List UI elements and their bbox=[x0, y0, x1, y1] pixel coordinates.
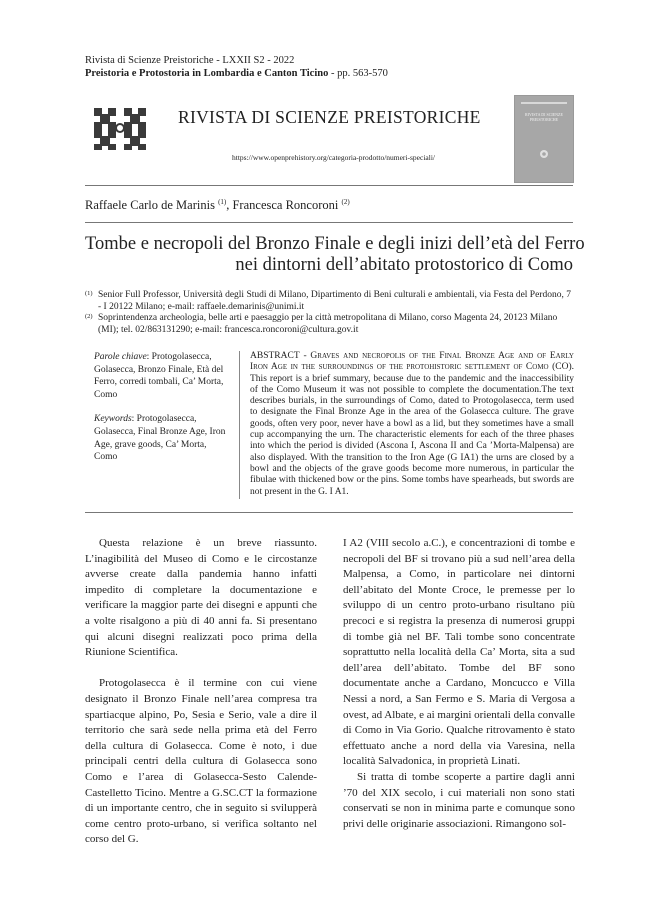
abstract-separator bbox=[239, 351, 240, 499]
journal-url[interactable]: https://www.openprehistory.org/categoria-prodotto/numeri-speciali/ bbox=[232, 153, 436, 162]
paragraph: I A2 (VIII secolo a.C.), e concentrazioni di tombe e necropoli del BF si trovano più a sud nell’area della Malpensa, a Como, in particolare nei dintorni dell’abitato del Monte Croce, le premesse per lo sviluppo di un centro proto-urbano risultano più precoci e si registra la presenza di numerosi gruppi di tombe già nel BF. Tali tombe sono concentrate soprattutto nella località della Ca’ Morta, sita a sud dell’area dell’abitato. Tombe del BF sono documentate anche a Cardano, Moncucco e Villa Nessi a nord, a San Fermo e S. Maria di Vergosa a ovest, ad Albate, e ai margini orientali della convalle di Como in Via Gorio. Qualche ritrovamento è stato effettuato anche a nord della via Varesina, nella località Salvadonica, in proprietà Linati. bbox=[343, 537, 575, 768]
abstract-label: ABSTRACT bbox=[250, 351, 300, 361]
keywords-italian bbox=[94, 351, 232, 401]
author-2: Francesca Roncoroni bbox=[232, 198, 339, 213]
body-column-right bbox=[343, 536, 575, 832]
affiliation-1-text: Senior Full Professor, Università degli Studi di Milano, Dipartimento di Beni culturali e ambientali, via Festa del Perdono, 7 - I 20122 Milano; e-mail: raffaele.demarinis@unimi.it bbox=[98, 290, 571, 312]
paragraph: Si tratta di tombe scoperte a partire dagli anni ’70 del XIX secolo, i cui materiali non sono stati conservati se non in minima parte e comunque sono privi delle originarie associazioni. Rimangono sol- bbox=[343, 770, 575, 830]
keywords-italian-label: Parole chiave bbox=[94, 352, 147, 362]
author-1: Raffaele Carlo de Marinis bbox=[85, 198, 215, 213]
header-divider bbox=[85, 185, 573, 186]
authors-divider bbox=[85, 222, 573, 223]
cover-emblem-icon bbox=[538, 148, 550, 160]
body-column-left bbox=[85, 536, 317, 848]
abstract-body: This report is a brief summary, because due to the pandemic and the inaccessibility of the Como Museum it was not possible to complete the documentation.The text describes burials, in the surroundings of Como, dated to Protogolasecca, term used to designate the Final Bronze Age in the area of the Golasecca culture. The grave goods, often very poor, never have a bowl as a lid, but they sometimes have a small cup accompanying the urn. The characteristic elements for each of the three phases into which the period is divided (Ascona I, Ascona II and Ca ’Morta-Malpensa) are also displayed. With the transition to the Iron Age (G IA1) the urns are closed by a bowl and the objects of the grave goods become more numerous, in particular the fibulae with thickened bow or the pins. Some tombs have spearheads, but swords are not present in the G. I A1. bbox=[250, 373, 574, 497]
keywords-english bbox=[94, 413, 232, 463]
page-range: - pp. 563-570 bbox=[328, 68, 388, 79]
keywords-english-text: : Protogolasecca, Golasecca, Final Bronze Age, Iron Age, grave goods, Ca’ Morta, Como bbox=[94, 414, 226, 463]
affiliation-2-text: Soprintendenza archeologia, belle arti e paesaggio per la città metropolitana di Milano, corso Magenta 24, 20123 Milano (MI); tel. 02/863131290; e-mail: francesca.roncoroni@cultura.gov.it bbox=[98, 313, 558, 335]
journal-section-line bbox=[85, 68, 388, 79]
abstract-heading: - Graves and necropolis of the Final Bronze Age and of Early Iron Age in the surroundings of the protohistoric settlement of Como (CO). bbox=[250, 351, 574, 373]
journal-title: RIVISTA DI SCIENZE PREISTORICHE bbox=[178, 107, 481, 127]
journal-issue-line: Rivista di Scienze Preistoriche - LXXII S2 - 2022 bbox=[85, 55, 295, 66]
abstract bbox=[250, 351, 574, 498]
keywords-english-label: Keywords bbox=[94, 414, 132, 425]
journal-logo-icon bbox=[88, 104, 152, 152]
keywords-box bbox=[94, 351, 232, 464]
author-separator: , bbox=[226, 198, 233, 213]
journal-cover-image bbox=[514, 95, 574, 183]
author-line bbox=[85, 198, 350, 213]
article-title-line-2: nei dintorni dell’abitato protostorico di Como bbox=[235, 255, 573, 275]
author-2-ref: (2) bbox=[341, 198, 350, 206]
paragraph: Questa relazione è un breve riassunto. L’inagibilità del Museo di Como e le circostanze avverse create dalla pandemia hanno infatti impedito di completare la documentazione e verificare la maggior parte dei disegni e appunti che a volte risalgono a più di 40 anni fa. Si presentano qui alcuni disegni realizzati poco prima della Riunione Scientifica. bbox=[85, 537, 317, 659]
abstract-divider bbox=[85, 512, 573, 513]
affiliation-2-number: (2) bbox=[85, 313, 93, 320]
cover-band bbox=[521, 102, 567, 104]
section-title: Preistoria e Protostoria in Lombardia e Canton Ticino bbox=[85, 68, 329, 79]
keywords-italian-text: : Protogolasecca, Golasecca, Bronzo Finale, Età del Ferro, corredi tombali, Ca’ Morta, Como bbox=[94, 352, 224, 400]
paragraph: Protogolasecca è il termine con cui viene designato il Bronzo Finale nell’area compresa tra spartiacque alpino, Po, Sesia e Serio, vale a dire il territorio che sarà sede nella prima età del Ferro della cultura di Golasecca. Come è noto, i due principali centri della cultura di Golasecca sono Como e l’area di Golasecca-Sesto Calende-Castelletto Ticino. Mentre a G.SC.CT la formazione di un importante centro, che in seguito si svilupperà come centro proto-urbano, si verifica soltanto nel corso del G. bbox=[85, 677, 317, 846]
affiliations bbox=[85, 290, 575, 336]
affiliation-2 bbox=[85, 313, 575, 336]
affiliation-1-number: (1) bbox=[85, 290, 93, 297]
author-1-ref: (1) bbox=[218, 198, 227, 206]
affiliation-1 bbox=[85, 290, 575, 313]
cover-title: RIVISTA DI SCIENZE PREISTORICHE bbox=[525, 112, 563, 122]
article-title-line-1: Tombe e necropoli del Bronzo Finale e degli inizi dell’età del Ferro bbox=[85, 234, 585, 254]
